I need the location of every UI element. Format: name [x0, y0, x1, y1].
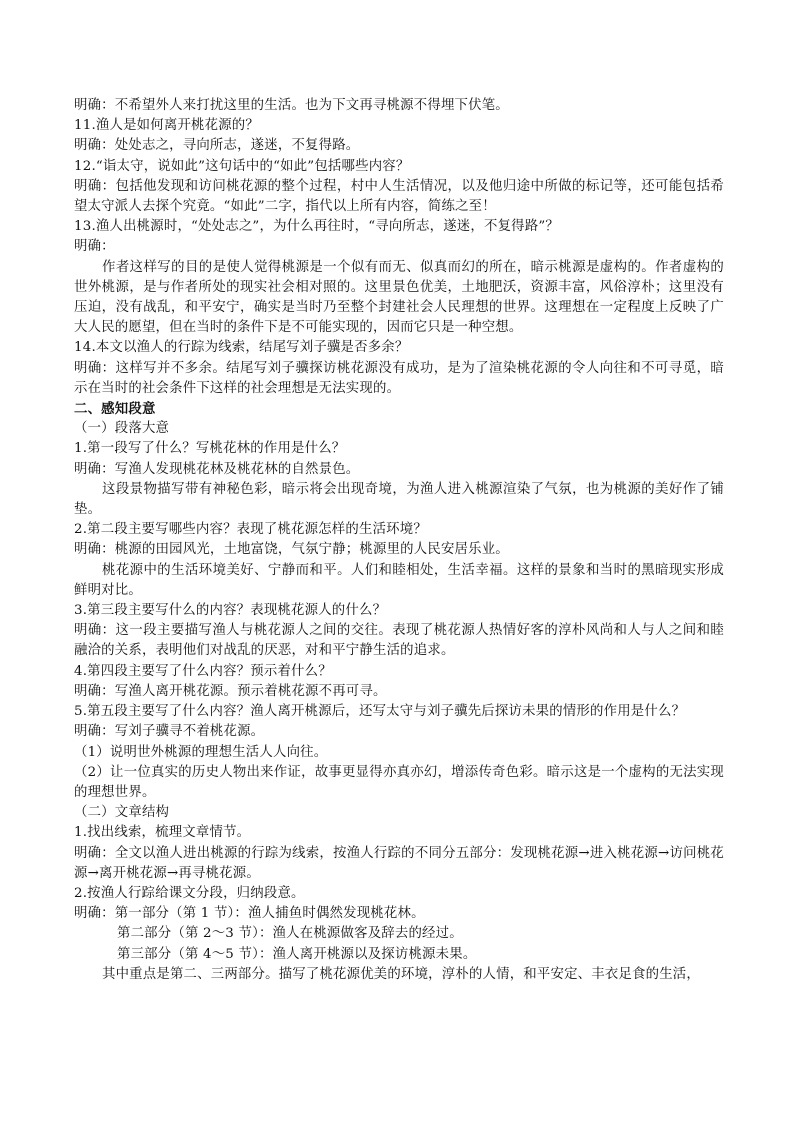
question-line: 11.渔人是如何离开桃花源的？	[74, 118, 259, 134]
outline-item: 第三部分（第 4～5 节）：渔人离开桃源以及探访桃源未果。	[117, 946, 477, 962]
list-item: （2）让一位真实的历史人物出来作证，故事更显得亦真亦幻，增添传奇色彩。暗示这是一个虚构的无法实现的理想世界。	[74, 764, 724, 800]
question-line: 13.渔人出桃源时，“处处志之”，为什么再往时，“寻向所志，遂迷，不复得路”？	[74, 219, 559, 235]
section-heading: 二、感知段意	[74, 401, 156, 418]
text-line: 明确：不希望外人来打扰这里的生活。也为下文再寻桃源不得埋下伏笔。	[74, 98, 509, 113]
document-body	[74, 96, 724, 985]
answer-line: 明确：写刘子骥寻不着桃花源。	[74, 724, 265, 740]
subsection-heading: （一）段落大意	[74, 421, 170, 437]
question-line: 4.第四段主要写了什么内容？预示着什么？	[74, 663, 332, 679]
body-paragraph: 其中重点是第二、三两部分。描写了桃花源优美的环境，淳朴的人情，和平安定、丰衣足食的生活，	[102, 966, 700, 982]
question-line: 3.第三段主要写什么的内容？表现桃花源人的什么？	[74, 603, 387, 619]
answer-line: 明确：桃源的田园风光，土地富饶，气氛宁静；桃源里的人民安居乐业。	[74, 542, 509, 558]
question-line: 1.找出线索，梳理文章情节。	[74, 825, 251, 841]
answer-paragraph: 明确：这样写并不多余。结尾写刘子骥探访桃花源没有成功，是为了渲染桃花源的令人向往和不可寻觅，暗示在当时的社会条件下这样的社会理想是无法实现的。	[74, 360, 724, 396]
answer-paragraph: 明确：包括他发现和访问桃花源的整个过程，村中人生活情况，以及他归途中所做的标记等，还可能包括希望太守派人去探个究竟。“如此”二字，指代以上所有内容，简练之至！	[74, 178, 724, 215]
question-line: 14.本文以渔人的行踪为线索，结尾写刘子骥是否多余？	[74, 340, 409, 356]
answer-line: 明确：写渔人离开桃花源。预示着桃花源不再可寻。	[74, 683, 387, 699]
answer-line: 明确：第一部分（第 1 节）：渔人捕鱼时偶然发现桃花林。	[74, 906, 425, 922]
answer-paragraph: 明确：这一段主要描写渔人与桃花源人之间的交往。表现了桃花源人热情好客的淳朴风尚和人与人之间和睦融洽的关系，表明他们对战乱的厌恶，对和平宁静生活的追求。	[74, 623, 724, 659]
answer-line: 明确：写渔人发现桃花林及桃花林的自然景色。	[74, 461, 360, 477]
outline-item: 第二部分（第 2～3 节）：渔人在桃源做客及辞去的经过。	[117, 926, 463, 942]
question-line: 2.第二段主要写哪些内容？表现了桃花源怎样的生活环境？	[74, 522, 427, 538]
question-line: 1.第一段写了什么？写桃花林的作用是什么？	[74, 441, 346, 457]
question-line: 5.第五段主要写了什么内容？渔人离开桃源后，还写太守与刘子骥先后探访未果的情形的作用是什么？	[74, 704, 686, 720]
answer-paragraph: 明确：全文以渔人进出桃源的行踪为线索，按渔人行踪的不同分五部分：发现桃花源→进入桃花源→访问桃花源→离开桃花源→再寻桃花源。	[74, 845, 724, 881]
body-paragraph: 这段景物描写带有神秘色彩，暗示将会出现奇境，为渔人进入桃源渲染了气氛，也为桃源的美好作了铺垫。	[74, 481, 724, 518]
body-paragraph: 桃花源中的生活环境美好、宁静而和平。人们和睦相处，生活幸福。这样的景象和当时的黑暗现实形成鲜明对比。	[74, 562, 724, 598]
question-line: 2.按渔人行踪给课文分段，归纳段意。	[74, 885, 305, 901]
list-item: （1）说明世外桃源的理想生活人人向往。	[74, 744, 328, 760]
question-line: 12.“诣太守，说如此”这句话中的“如此”包括哪些内容？	[74, 158, 410, 174]
answer-line: 明确：	[74, 239, 115, 255]
subsection-heading: （二）文章结构	[74, 805, 170, 821]
body-paragraph: 作者这样写的目的是使人觉得桃源是一个似有而无、似真而幻的所在，暗示桃源是虚构的。作者虚构的世外桃源，是与作者所处的现实社会相对照的。这里景色优美，土地肥沃，资源丰富，风俗淳朴；这里没有压迫，没有战乱，和平安宁，确实是当时乃至整个封建社会人民理想的世界。这理想在一定程度上反映了广大人民的愿望，但在当时的条件下是不可能实现的，因而它只是一种空想。	[74, 259, 724, 336]
answer-line: 明确：处处志之，寻向所志，遂迷，不复得路。	[74, 138, 360, 154]
